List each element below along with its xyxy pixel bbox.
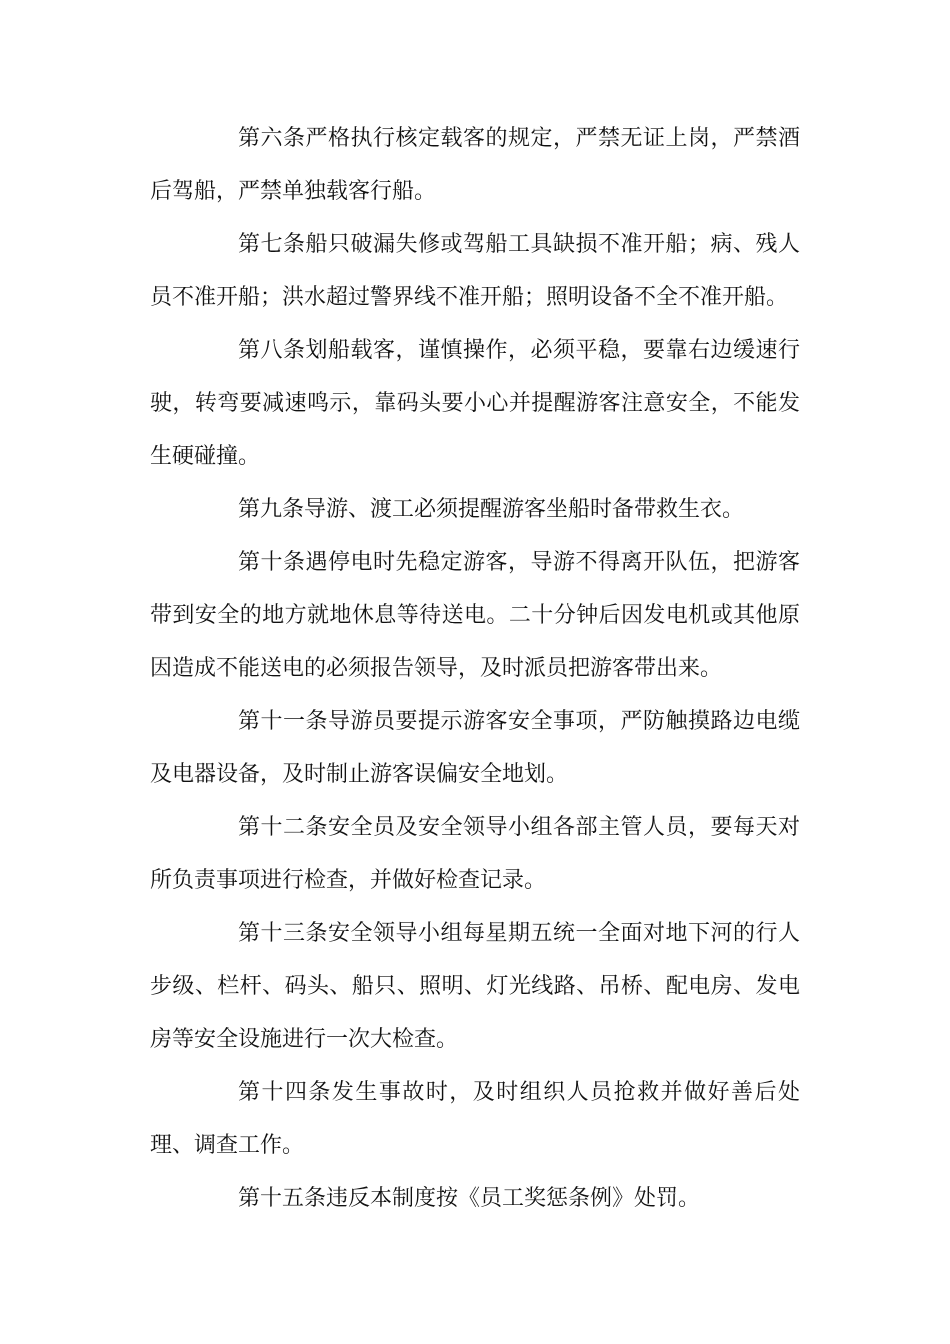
article-9-paragraph: 第九条导游、渡工必须提醒游客坐船时备带救生衣。 [238,497,745,522]
article-8-paragraph: 第八条划船载客，谨慎操作，必须平稳，要靠右边缓速行驶，转弯要减速鸣示，靠码头要小心并提醒游客注意安全，不能发生硬碰撞。 [150,338,800,469]
article-15-paragraph: 第十五条违反本制度按《员工奖惩条例》处罚。 [238,1186,701,1211]
article-6-paragraph: 第六条严格执行核定载客的规定，严禁无证上岗，严禁酒后驾船，严禁单独载客行船。 [150,126,800,204]
article-10-paragraph: 第十条遇停电时先稳定游客，导游不得离开队伍，把游客带到安全的地方就地休息等待送电。二十分钟后因发电机或其他原因造成不能送电的必须报告领导，及时派员把游客带出来。 [150,550,800,681]
article-11-paragraph: 第十一条导游员要提示游客安全事项，严防触摸路边电缆及电器设备，及时制止游客误偏安全地划。 [150,709,800,787]
article-13-paragraph: 第十三条安全领导小组每星期五统一全面对地下河的行人步级、栏杆、码头、船只、照明、灯光线路、吊桥、配电房、发电房等安全设施进行一次大检查。 [150,921,800,1052]
document-body [150,112,800,1225]
article-14-paragraph: 第十四条发生事故时，及时组织人员抢救并做好善后处理、调查工作。 [150,1080,800,1158]
article-7-paragraph: 第七条船只破漏失修或驾船工具缺损不准开船；病、残人员不准开船；洪水超过警界线不准开船；照明设备不全不准开船。 [150,232,800,310]
article-12-paragraph: 第十二条安全员及安全领导小组各部主管人员，要每天对所负责事项进行检查，并做好检查记录。 [150,815,800,893]
